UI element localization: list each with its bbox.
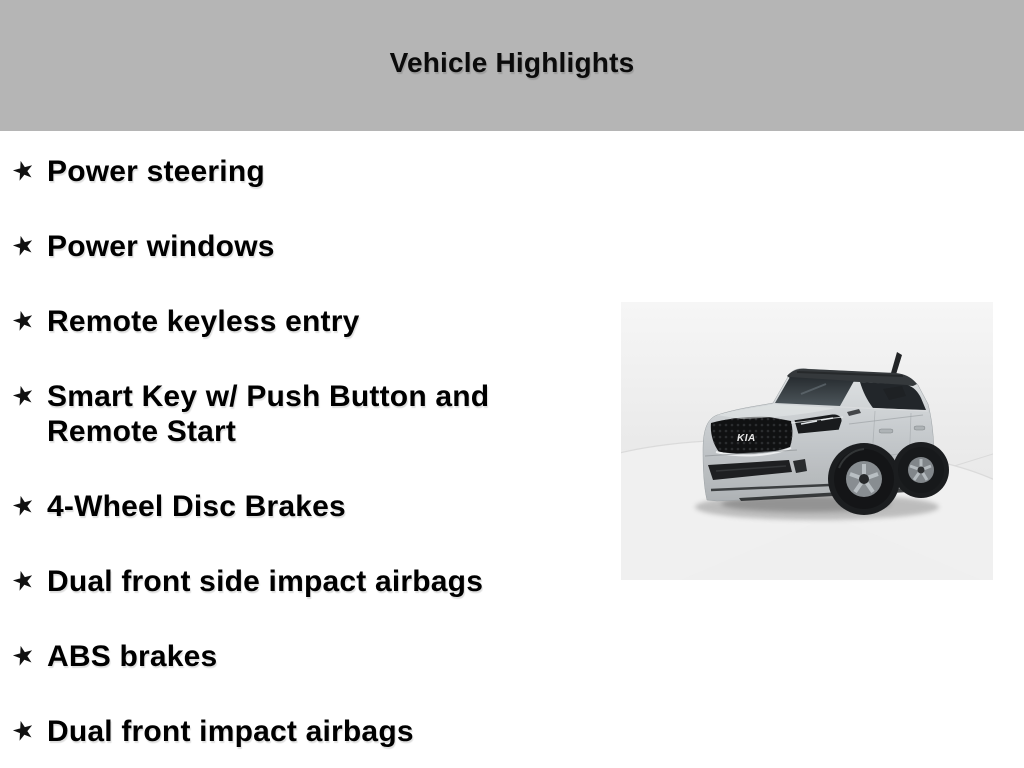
front-wheel	[834, 449, 894, 509]
feature-list	[10, 154, 547, 768]
star-bullet-icon: ★	[8, 153, 39, 189]
list-item	[10, 154, 547, 189]
car-illustration	[621, 302, 993, 580]
list-item	[10, 489, 547, 524]
star-bullet-icon: ★	[8, 303, 39, 339]
star-bullet-icon: ★	[8, 488, 39, 524]
feature-label: Power steering	[47, 155, 265, 188]
star-bullet-icon: ★	[8, 378, 39, 414]
list-item	[10, 714, 547, 749]
feature-label: ABS brakes	[47, 640, 218, 673]
feature-label: 4-Wheel Disc Brakes	[47, 490, 346, 523]
list-item	[10, 304, 547, 339]
feature-label: Power windows	[47, 230, 275, 263]
rear-wheel	[898, 447, 944, 493]
star-bullet-icon: ★	[8, 563, 39, 599]
kia-logo-text: KIA	[737, 433, 756, 444]
feature-label: Remote keyless entry	[47, 305, 360, 338]
page-title: Vehicle Highlights	[389, 47, 635, 78]
star-bullet-icon: ★	[8, 638, 39, 674]
feature-label: Smart Key w/ Push Button and Remote Start	[47, 380, 490, 448]
list-item	[10, 564, 547, 599]
star-bullet-icon: ★	[8, 228, 39, 264]
star-bullet-icon: ★	[8, 713, 39, 749]
slide-header	[0, 0, 1024, 131]
list-item	[10, 379, 547, 449]
list-item	[10, 639, 547, 674]
feature-label: Dual front impact airbags	[47, 715, 414, 748]
list-item	[10, 229, 547, 264]
vehicle-photo	[621, 302, 993, 580]
feature-label: Dual front side impact airbags	[47, 565, 484, 598]
